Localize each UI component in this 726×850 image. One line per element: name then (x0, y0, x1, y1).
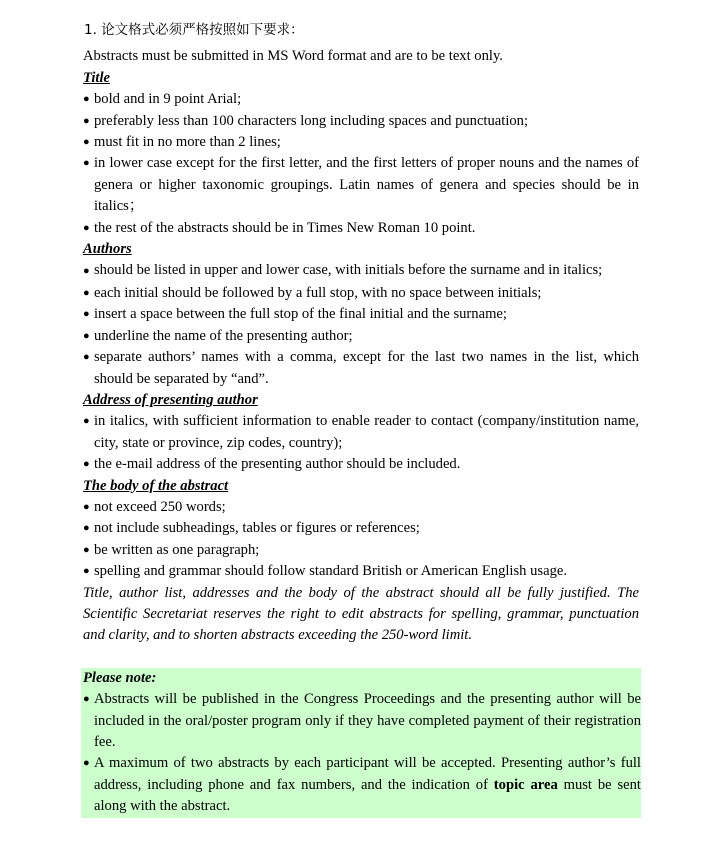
bullet-icon: ● (83, 286, 90, 299)
topic-area-bold: topic area (493, 776, 558, 793)
list-item-text: be written as one paragraph; (94, 541, 260, 558)
list-item-text: underline the name of the presenting author; (94, 327, 353, 344)
list-item (83, 111, 639, 132)
bullet-icon: ● (83, 693, 90, 706)
list-item-text: must fit in no more than 2 lines; (94, 134, 281, 151)
list-item (83, 540, 639, 561)
list-item (83, 304, 639, 325)
list-item-text: in lower case except for the first letter, and the first letters of proper nouns and the names of genera or higher taxonomic groupings. Latin names of genera and species should be in italics； (94, 155, 639, 215)
list-item (83, 497, 639, 518)
list-item-text: the e-mail address of the presenting author should be included. (94, 456, 461, 473)
intro-text: Abstracts must be submitted in MS Word format and are to be text only. (83, 48, 503, 65)
list-item-text (94, 753, 641, 817)
list-item-text: not include subheadings, tables or figures or references; (94, 520, 420, 537)
list-item (83, 218, 639, 239)
list-item (83, 689, 641, 753)
bullet-icon: ● (83, 221, 90, 234)
bullet-icon: ● (83, 308, 90, 321)
bullet-icon: ● (83, 757, 90, 770)
item-text-part: must be sent along with the abstract. (94, 776, 641, 815)
section-body-label: The body of the abstract (83, 477, 229, 494)
document-page (83, 20, 639, 818)
list-item (83, 283, 639, 304)
list-item-text: should be listed in upper and lower case, with initials before the surname and in italics; (94, 262, 603, 279)
bullet-icon: ● (83, 265, 90, 278)
list-item (83, 260, 639, 282)
please-note-label: Please note: (83, 669, 157, 686)
title-section (83, 68, 639, 239)
bullet-icon: ● (83, 93, 90, 106)
list-item-text: not exceed 250 words; (94, 498, 226, 515)
justification-note: Title, author list, addresses and the body of the abstract should all be fully justified. The Scientific Secretariat reserves the right to edit abstracts for spelling, grammar, punctuation and clarity, and to shorten abstracts exceeding the 250-word limit. (83, 584, 639, 644)
bullet-icon: ● (83, 415, 90, 428)
list-item-text: bold and in 9 point Arial; (94, 91, 242, 108)
list-item (83, 326, 639, 347)
body-section (83, 476, 639, 583)
list-item-text: Abstracts will be published in the Congress Proceedings and the presenting author will be included in the oral/poster program only if they have completed payment of their registration fee. (94, 691, 641, 750)
bullet-icon: ● (83, 543, 90, 556)
list-item-text: separate authors’ names with a comma, except for the last two names in the list, which should be separated by “and”. (94, 349, 639, 387)
bullet-icon: ● (83, 157, 90, 170)
list-item-text: in italics, with sufficient information to enable reader to contact (company/institution name, city, state or province, zip codes, country); (94, 413, 639, 451)
list-item (83, 132, 639, 153)
page-heading: 1. 论文格式必须严格按照如下要求： (84, 22, 304, 38)
list-item-text: insert a space between the full stop of the final initial and the surname; (94, 306, 507, 323)
please-note-box (81, 668, 641, 818)
section-authors-label: Authors (83, 241, 132, 258)
list-item (83, 518, 639, 539)
bullet-icon: ● (83, 329, 90, 342)
list-item-text: each initial should be followed by a full stop, with no space between initials; (94, 284, 542, 301)
bullet-icon: ● (83, 114, 90, 127)
list-item (83, 561, 639, 582)
list-item (83, 347, 639, 390)
authors-section (83, 239, 639, 390)
list-item (83, 153, 639, 217)
list-item (83, 454, 639, 475)
list-item (83, 89, 639, 110)
bullet-icon: ● (83, 522, 90, 535)
list-item (83, 411, 639, 454)
bullet-icon: ● (83, 500, 90, 513)
bullet-icon: ● (83, 565, 90, 578)
bullet-icon: ● (83, 136, 90, 149)
address-section (83, 390, 639, 476)
bullet-icon: ● (83, 458, 90, 471)
item-text-part: A maximum of two abstracts by each participant will be accepted. Presenting author’s full address, including phone and fax numbers, and the indication of (94, 755, 641, 793)
list-item-text: spelling and grammar should follow standard British or American English usage. (94, 563, 567, 580)
list-item-text: preferably less than 100 characters long including spaces and punctuation; (94, 112, 529, 129)
section-title-label: Title (83, 69, 111, 86)
section-address-label: Address of presenting author (83, 391, 258, 408)
list-item (83, 753, 641, 817)
bullet-icon: ● (83, 351, 90, 364)
list-item-text: the rest of the abstracts should be in Times New Roman 10 point. (94, 219, 476, 236)
